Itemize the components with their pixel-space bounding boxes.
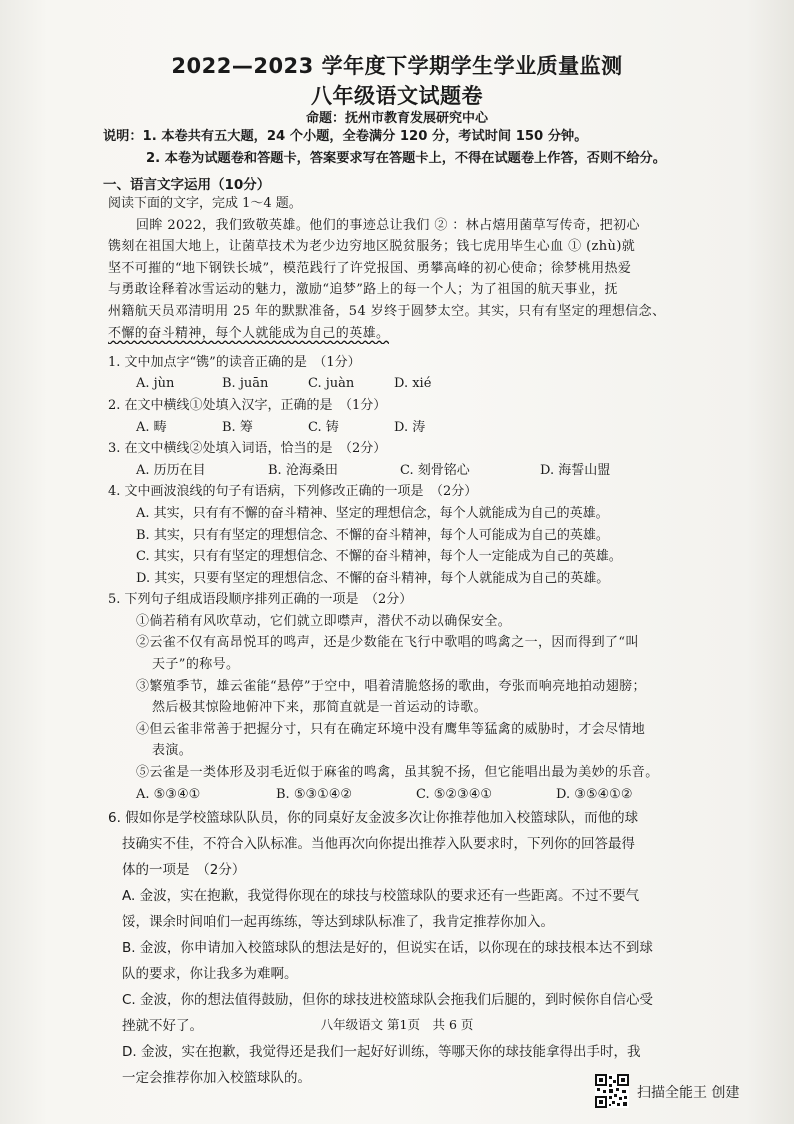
- sentence-item: ⑤云雀是一类体形及羽毛近似于麻雀的鸣禽，虽其貌不扬，但它能唱出最为美妙的乐音。: [136, 765, 659, 781]
- exam-title-line1: 2022—2023 学年度下学期学生学业质量监测: [171, 54, 623, 78]
- sentence-item: ③繁殖季节，雄云雀能“悬停”于空中，唱着清脆悠扬的歌曲，夸张而响亮地拍动翅膀；: [136, 678, 646, 694]
- option-b: B. juān: [222, 376, 269, 392]
- option-c: C. ⑤②③④①: [416, 786, 493, 802]
- question-5-sentences: [108, 611, 772, 784]
- question-6-option-b: B. 金波，你申请加入校篮球队的想法是好的，但说实在话，以你现在的球技根本达不到球: [122, 940, 653, 957]
- page-footer: 八年级语文 第1页 共 6 页: [320, 1017, 474, 1032]
- question-2-options: [108, 417, 772, 439]
- option-a: A. ⑤③④①: [136, 786, 201, 802]
- question-6-option-d-cont: 一定会推荐你加入校篮球队的。: [122, 1070, 311, 1087]
- question-4-option-b: B. 其实，只有有坚定的理想信念、不懈的奋斗精神，每个人可能成为自己的英雄。: [136, 527, 609, 543]
- passage-line-wavy: 不懈的奋斗精神，每个人就能成为自己的英雄。: [108, 325, 390, 341]
- option-c: C. 刻骨铭心: [400, 462, 470, 478]
- instructions: [103, 126, 783, 170]
- section-intro: 阅读下面的文字，完成 1～4 题。: [108, 196, 302, 211]
- option-a: A. 历历在目: [136, 462, 206, 478]
- sentence-item: 表演。: [152, 743, 193, 759]
- option-a: A. jùn: [136, 376, 175, 392]
- option-b: B. 沧海桑田: [268, 462, 338, 478]
- question-6-stem: 6. 假如你是学校篮球队队员，你的同桌好友金波多次让你推荐他加入校篮球队，而他的球: [108, 810, 639, 827]
- question-6-option-a: A. 金波，实在抱歉，我觉得你现在的球技与校篮球队的要求还有一些距离。不过不要气: [122, 888, 640, 905]
- sentence-item: ②云雀不仅有高昂悦耳的鸣声，还是少数能在飞行中歌唱的鸣禽之一，因而得到了“叫: [136, 635, 639, 651]
- instruction-2: 2. 本卷为试题卷和答题卡，答案要求写在答题卡上，不得在试题卷上作答，否则不给分。: [146, 151, 666, 166]
- qr-code-icon: [595, 1074, 629, 1108]
- question-6-stem: 体的一项是 （2分）: [122, 862, 246, 879]
- option-c: C. 铸: [308, 419, 339, 435]
- exam-title-line2: 八年级语文试题卷: [311, 84, 483, 108]
- sentence-item: 天子”的称号。: [152, 657, 240, 673]
- question-4-option-a: A. 其实，只有有不懈的奋斗精神、坚定的理想信念，每个人就能成为自己的英雄。: [136, 505, 609, 521]
- passage-line: 州籍航天员邓清明用 25 年的默默准备，54 岁终于圆梦太空。其实，只有有坚定的理想信念、: [108, 303, 666, 319]
- option-c: C. juàn: [308, 376, 355, 392]
- question-5-stem: 5. 下列句子组成语段顺序排列正确的一项是 （2分）: [108, 592, 413, 608]
- reading-passage: [108, 215, 772, 352]
- question-6-option-a-cont: 馁，课余时间咱们一起再练练，等达到球队标准了，我肯定推荐你加入。: [122, 914, 554, 931]
- option-d: D. 海誓山盟: [540, 462, 611, 478]
- question-6-option-c-cont: 挫就不好了。: [122, 1018, 203, 1035]
- option-a: A. 畴: [136, 419, 167, 435]
- question-6: [108, 805, 772, 1091]
- question-4-stem: 4. 文中画波浪线的句子有语病，下列修改正确的一项是 （2分）: [108, 484, 478, 500]
- passage-line: 与勇敢诠释着冰雪运动的魅力，激励“追梦”路上的每一个人；为了祖国的航天事业，抚: [108, 282, 618, 298]
- question-4-option-d: D. 其实，只要有坚定的理想信念、不懈的奋斗精神，每个人就能成为自己的英雄。: [136, 570, 610, 586]
- question-3-options: [108, 460, 772, 482]
- question-5-options: [108, 784, 772, 806]
- section-title: 一、语言文字运用（10分）: [103, 177, 271, 193]
- instruction-1: 说明：1. 本卷共有五大题，24 个小题，全卷满分 120 分，考试时间 150 分钟。: [103, 129, 588, 144]
- question-3-stem: 3. 在文中横线②处填入词语，恰当的是 （2分）: [108, 441, 387, 457]
- option-d: D. xié: [394, 376, 432, 392]
- exam-author: 命题：抚州市教育发展研究中心: [305, 111, 488, 126]
- question-6-option-b-cont: 队的要求，你让我多为难啊。: [122, 966, 298, 983]
- option-d: D. 涛: [394, 419, 426, 435]
- question-2-stem: 2. 在文中横线①处填入汉字，正确的是 （1分）: [108, 397, 387, 413]
- sentence-item: ①倘若稍有风吹草动，它们就立即噤声，潜伏不动以确保安全。: [136, 613, 512, 629]
- scanner-watermark: 扫描全能王 创建: [637, 1085, 740, 1101]
- option-d: D. ③⑤④①②: [556, 786, 633, 802]
- passage-line: 坚不可摧的“地下钢铁长城”，模范践行了许党报国、勇攀高峰的初心使命；徐梦桃用热爱: [108, 260, 632, 276]
- option-b: B. 筹: [222, 419, 253, 435]
- question-6-option-d: D. 金波，实在抱歉，我觉得还是我们一起好好训练，等哪天你的球技能拿得出手时，我: [122, 1044, 641, 1061]
- sentence-item: 然后极其惊险地俯冲下来，那简直就是一首运动的诗歌。: [152, 700, 488, 716]
- section-body: [108, 193, 772, 1091]
- question-1-stem: 1. 文中加点字“镌”的读音正确的是 （1分）: [108, 354, 361, 370]
- question-1-options: [108, 373, 772, 395]
- passage-line: 回眸 2022，我们致敬英雄。他们的事迹总让我们 ② ：林占熺用菌草写传奇，把初心: [136, 217, 640, 233]
- question-4-option-c: C. 其实，只有有坚定的理想信念、不懈的奋斗精神，每个人一定能成为自己的英雄。: [136, 549, 622, 565]
- passage-line: 镌刻在祖国大地上，让菌草技术为老少边穷地区脱贫服务；钱七虎用毕生心血 ① (zhù)就: [108, 239, 636, 255]
- question-6-option-c: C. 金波，你的想法值得鼓励，但你的球技进校篮球队会拖我们后腿的，到时候你自信心受: [122, 992, 654, 1009]
- sentence-item: ④但云雀非常善于把握分寸，只有在确定环境中没有鹰隼等猛禽的威胁时，才会尽情地: [136, 721, 646, 737]
- option-b: B. ⑤③①④②: [276, 786, 353, 802]
- question-6-stem: 技确实不佳，不符合入队标准。当他再次向你提出推荐入队要求时，下列你的回答最得: [122, 836, 635, 853]
